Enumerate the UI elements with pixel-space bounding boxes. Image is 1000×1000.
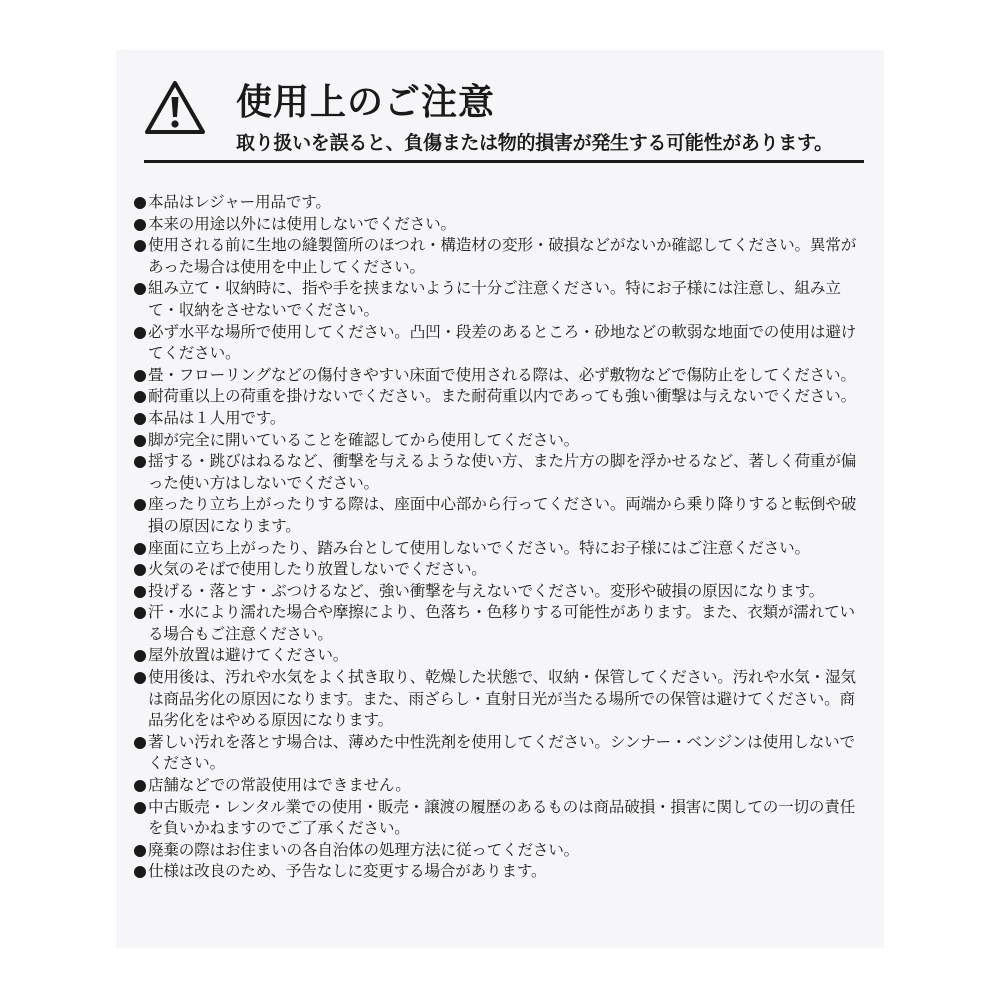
bullet-icon [134,499,146,511]
bullet-icon [134,650,146,662]
caution-list [134,192,866,883]
caution-item [134,775,866,797]
caution-item [134,365,866,387]
caution-item-text: 本品はレジャー用品です。 [148,193,331,211]
bullet-icon [134,607,146,619]
caution-item [134,386,866,408]
bullet-icon [134,802,146,814]
caution-item-text: 揺する・跳びはねるなど、衝撃を与えるような使い方、また片方の脚を浮かせるなど、著しく荷重が偏った使い方はしないでください。 [148,452,857,492]
caution-item-text: 必ず水平な場所で使用してください。凸凹・段差のあるところ・砂地などの軟弱な地面での使用は避けてください。 [148,322,857,363]
caution-item [134,538,866,560]
caution-item-text: 仕様は改良のため、予告なしに変更する場合があります。 [148,862,547,881]
caution-item [134,861,866,883]
bullet-icon [134,737,146,749]
caution-item [134,494,866,537]
caution-item-text: 中古販売・レンタル業での使用・販売・譲渡の履歴のあるものは商品破損・損害に関しての一切の責任を負いかねますのでご了承ください。 [148,797,856,838]
caution-item-text: 脚が完全に開いていることを確認してから使用してください。 [148,430,580,449]
caution-item-text: 火気のそばで使用したり放置しないでください。 [148,560,487,579]
caution-item [134,645,866,667]
bullet-icon [134,866,146,878]
bullet-icon [134,197,146,209]
page-title: 使用上のご注意 [236,82,496,123]
caution-item [134,840,866,862]
bullet-icon [134,435,146,447]
caution-item [134,602,866,645]
caution-item-text: 組み立て・収納時に、指や手を挟まないように十分ご注意ください。特にお子様には注意し、組み立て・収納をさせないでください。 [148,279,841,319]
bullet-icon [134,456,146,468]
bullet-icon [134,370,146,382]
caution-item-text: 著しい汚れを落とす場合は、薄めた中性洗剤を使用してください。シンナー・ベンジンは使用しないでください。 [148,732,855,773]
caution-item [134,581,866,603]
caution-item [134,322,866,365]
bullet-icon [134,564,146,576]
caution-item [134,278,866,321]
caution-item [134,797,866,840]
caution-item-text: 本品は１人用です。 [148,408,286,427]
bullet-icon [134,780,146,792]
caution-item [134,214,866,236]
caution-item-text: 座ったり立ち上がったりする際は、座面中心部から行ってください。両端から乗り降りすると転倒や破損の原因になります。 [148,495,857,535]
caution-item [134,559,866,581]
caution-item [134,408,866,430]
bullet-icon [134,672,146,684]
caution-item-text: 使用される前に生地の縫製箇所のほつれ・構造材の変形・破損などがないか確認してください。異常があった場合は使用を中止してください。 [148,236,857,276]
header-divider [144,160,864,163]
caution-item-text: 使用後は、汚れや水気をよく拭き取り、乾燥した状態で、収納・保管してください。汚れや水気・湿気は商品劣化の原因になります。また、雨ざらし・直射日光が当たる場所での保管は避けてください。商品劣化をはやめる原因になります。 [148,668,856,730]
caution-item-text: 屋外放置は避けてください。 [148,646,349,665]
caution-header [134,72,866,170]
caution-item-text: 座面に立ち上がったり、踏み台として使用しないでください。特にお子様にはご注意ください。 [148,538,810,557]
bullet-icon [134,219,146,231]
bullet-icon [134,391,146,403]
bullet-icon [134,586,146,598]
bullet-icon [134,845,146,857]
bullet-icon [134,413,146,425]
caution-item [134,451,866,494]
caution-item-text: 畳・フローリングなどの傷付きやすい床面で使用される際は、必ず敷物などで傷防止をしてください。 [148,365,856,384]
caution-item-text: 投げる・落とす・ぶつけるなど、強い衝撃を与えないでください。変形や破損の原因になります。 [148,581,825,600]
page-subtitle: 取り扱いを誤ると、負傷または物的損害が発生する可能性があります。 [236,132,833,154]
caution-item [134,430,866,452]
caution-item [134,667,866,732]
caution-item-text: 店舗などでの常設使用はできません。 [148,776,411,795]
bullet-icon [134,327,146,339]
caution-item-text: 汗・水により濡れた場合や摩擦により、色落ち・色移りする可能性があります。また、衣類が濡れている場合もご注意ください。 [148,603,855,643]
caution-item [134,192,866,214]
bullet-icon [134,283,146,295]
caution-item-text: 耐荷重以上の荷重を掛けないでください。また耐荷重以内であっても強い衝撃は与えないでください。 [148,387,856,406]
bullet-icon [134,240,146,252]
bullet-icon [134,543,146,555]
warning-triangle-icon [144,80,206,136]
caution-item [134,732,866,775]
caution-label [116,50,884,948]
caution-item [134,235,866,278]
caution-item-text: 本来の用途以外には使用しないでください。 [148,214,456,233]
caution-item-text: 廃棄の際はお住まいの各自治体の処理方法に従ってください。 [148,840,580,859]
